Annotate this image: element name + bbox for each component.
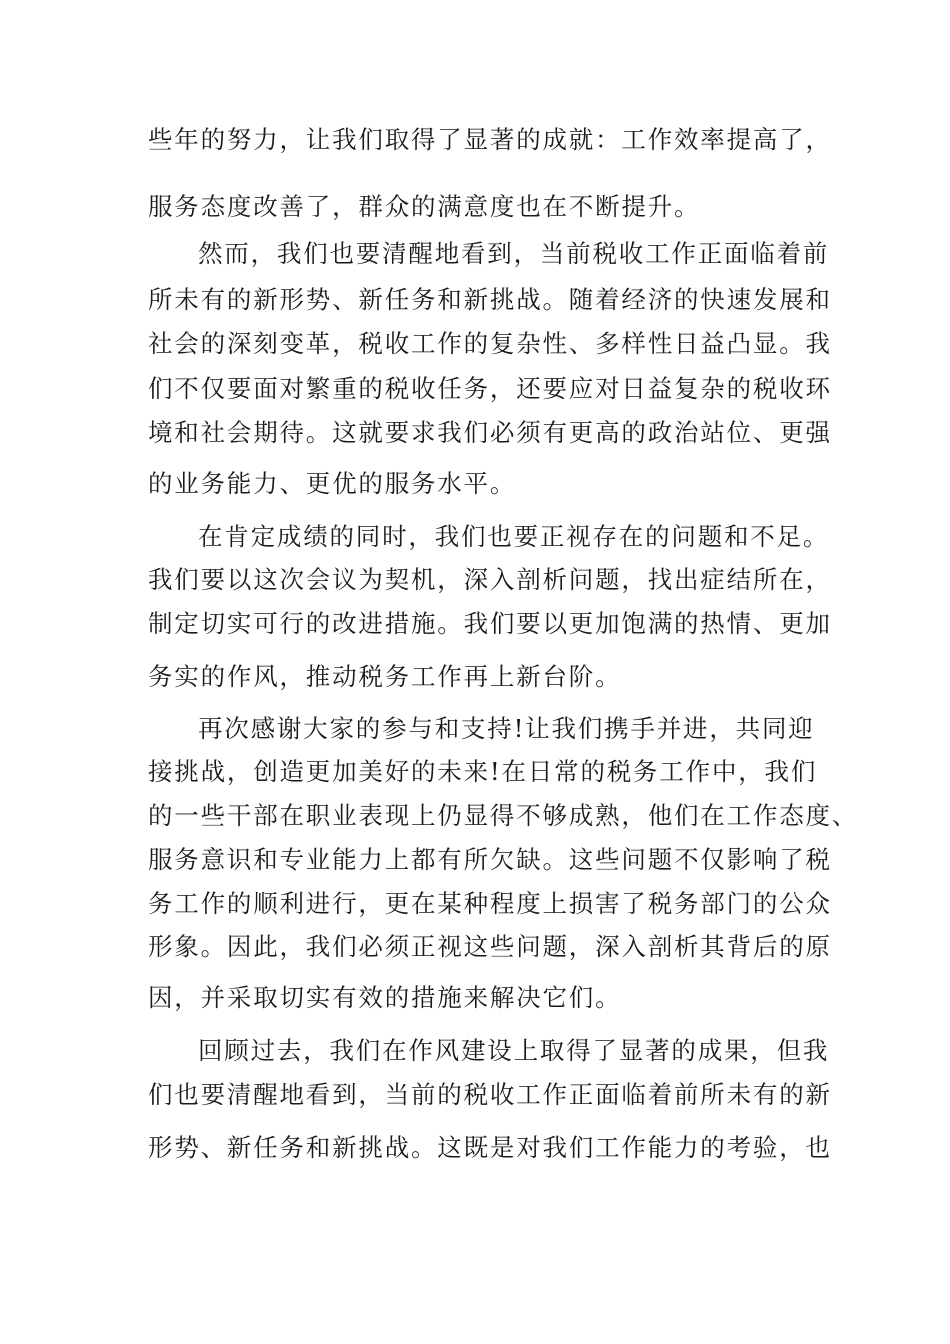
text-line: 形势、新任务和新挑战。这既是对我们工作能力的考验，也 xyxy=(148,1133,832,1162)
paragraph-start-line: 回顾过去，我们在作风建设上取得了显著的成果，但我 xyxy=(198,1036,830,1065)
text-line: 境和社会期待。这就要求我们必须有更高的政治站位、更强 xyxy=(148,418,832,447)
text-line: 社会的深刻变革，税收工作的复杂性、多样性日益凸显。我 xyxy=(148,329,832,358)
text-line: 务实的作风，推动税务工作再上新台阶。 xyxy=(148,662,622,691)
text-line: 的一些干部在职业表现上仍显得不够成熟，他们在工作态度、 xyxy=(148,801,859,830)
text-line: 务工作的顺利进行，更在某种程度上损害了税务部门的公众 xyxy=(148,889,832,918)
paragraph-start-line: 再次感谢大家的参与和支持!让我们携手并进，共同迎 xyxy=(198,714,815,743)
paragraph-start-line: 在肯定成绩的同时，我们也要正视存在的问题和不足。 xyxy=(198,522,830,551)
text-line: 服务意识和专业能力上都有所欠缺。这些问题不仅影响了税 xyxy=(148,845,832,874)
text-line: 因，并采取切实有效的措施来解决它们。 xyxy=(148,983,622,1012)
text-line: 些年的努力，让我们取得了显著的成就：工作效率提高了， xyxy=(148,125,832,154)
text-line: 们不仅要面对繁重的税收任务，还要应对日益复杂的税收环 xyxy=(148,374,832,403)
paragraph-start-line: 然而，我们也要清醒地看到，当前税收工作正面临着前 xyxy=(198,239,830,268)
text-line: 我们要以这次会议为契机，深入剖析问题，找出症结所在， xyxy=(148,565,832,594)
text-line: 制定切实可行的改进措施。我们要以更加饱满的热情、更加 xyxy=(148,609,832,638)
text-line: 形象。因此，我们必须正视这些问题，深入剖析其背后的原 xyxy=(148,932,832,961)
text-line: 的业务能力、更优的服务水平。 xyxy=(148,469,517,498)
text-line: 接挑战，创造更加美好的未来!在日常的税务工作中，我们 xyxy=(148,757,818,786)
text-line: 们也要清醒地看到，当前的税收工作正面临着前所未有的新 xyxy=(148,1080,832,1109)
text-line: 所未有的新形势、新任务和新挑战。随着经济的快速发展和 xyxy=(148,285,832,314)
text-line: 服务态度改善了，群众的满意度也在不断提升。 xyxy=(148,192,701,221)
